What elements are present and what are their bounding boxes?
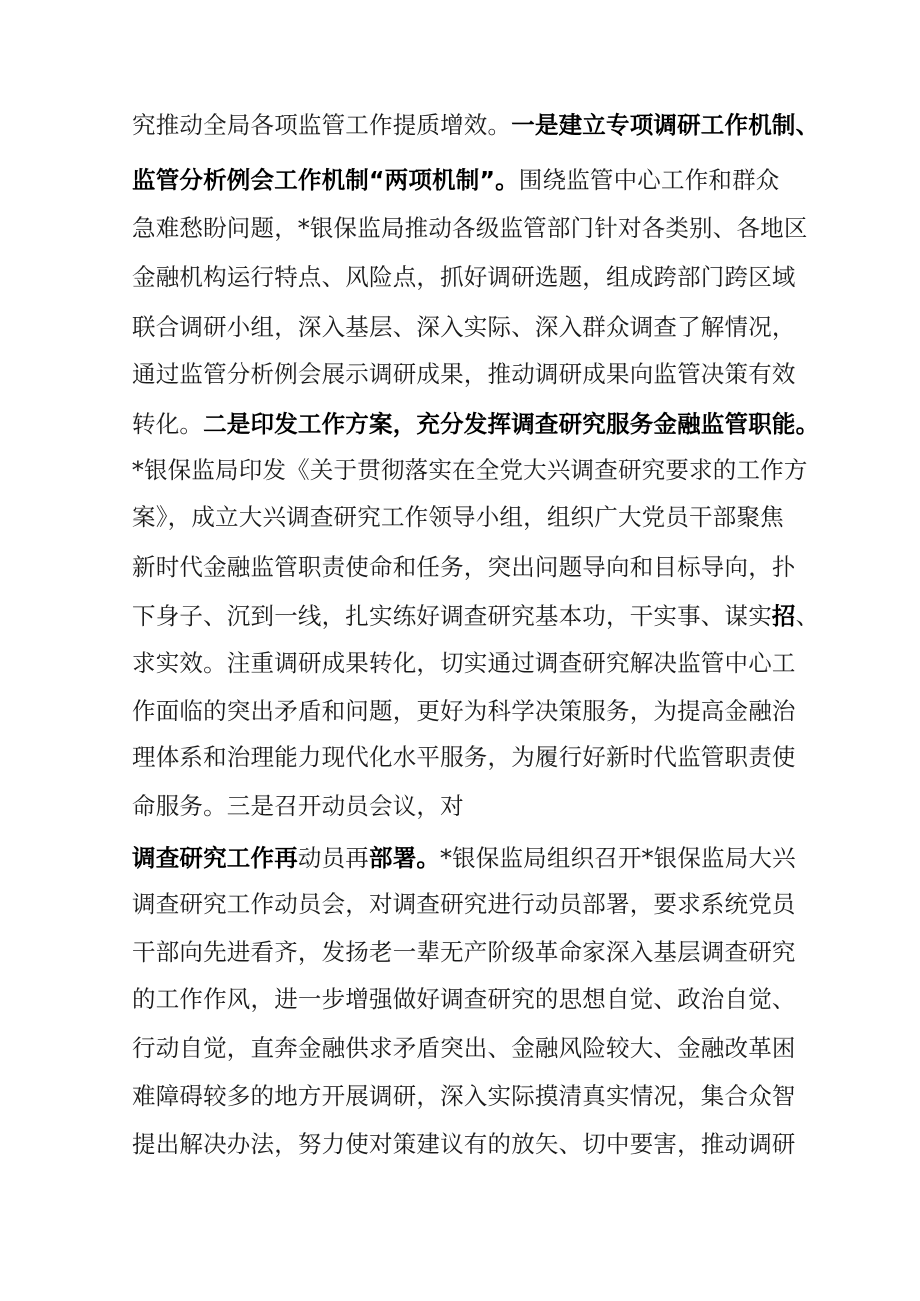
text-line bbox=[132, 884, 796, 924]
text-line bbox=[132, 596, 819, 636]
text-line bbox=[132, 450, 808, 490]
text-run: 联合调研小组，深入基层、深入实际、深入群众调查了解情况， bbox=[132, 313, 796, 341]
text-line bbox=[132, 1124, 796, 1164]
text-run: 作面临的突出矛盾和问题，更好为科学决策服务，为提高金融治 bbox=[132, 697, 796, 725]
text-run: 行动自觉，直奔金融供求矛盾突出、金融风险较大、金融改革困 bbox=[132, 1034, 796, 1062]
text-run: 、 bbox=[795, 602, 820, 630]
text-line bbox=[132, 307, 796, 347]
text-run: 调查研究工作动员会，对调查研究进行动员部署，要求系统党员 bbox=[132, 890, 796, 918]
text-run: 下身子、沉到一线，扎实练好调查研究基本功，干实事、谋实 bbox=[132, 602, 772, 630]
text-line bbox=[132, 354, 796, 394]
text-run-bold: 调查研究工作再 bbox=[132, 844, 298, 872]
text-line bbox=[132, 208, 808, 248]
text-line bbox=[132, 1028, 796, 1068]
text-line bbox=[132, 691, 796, 731]
text-run: 动员再 bbox=[297, 844, 370, 872]
text-run: *银保监局组织召开*银保监局大兴 bbox=[440, 844, 796, 872]
text-line bbox=[132, 979, 796, 1019]
text-line bbox=[132, 838, 796, 878]
text-run: 转化。 bbox=[132, 410, 204, 438]
text-run-bold: 一是建立专项调研工作机制、 bbox=[511, 111, 820, 139]
text-run: 命服务。三是召开动员会议，对 bbox=[132, 792, 464, 820]
text-run-bold: 部署。 bbox=[369, 844, 441, 872]
text-line bbox=[132, 737, 796, 777]
text-run: 究推动全局各项监管工作提质增效。 bbox=[132, 111, 512, 139]
text-run: 金融机构运行特点、风险点，抓好调研选题，组成跨部门跨区域 bbox=[132, 263, 796, 291]
text-run: 的工作作风，进一步增强做好调查研究的思想自觉、政治自觉、 bbox=[132, 985, 796, 1013]
text-line bbox=[132, 160, 780, 200]
text-line bbox=[132, 932, 796, 972]
text-run-bold: 二是印发工作方案，充分发挥调查研究服务金融监管职能。 bbox=[203, 410, 820, 438]
text-run: 新时代金融监管职责使命和任务，突出问题导向和目标导向，扑 bbox=[132, 553, 796, 581]
text-line bbox=[132, 1076, 796, 1116]
text-line bbox=[132, 547, 796, 587]
text-run: 难障碍较多的地方开展调研，深入实际摸清真实情况，集合众智 bbox=[132, 1082, 796, 1110]
text-line bbox=[132, 105, 819, 145]
text-run: 干部向先进看齐，发扬老一辈无产阶级革命家深入基层调查研究 bbox=[132, 938, 796, 966]
text-run: 提出解决办法，努力使对策建议有的放矢、切中要害，推动调研 bbox=[132, 1130, 796, 1158]
text-run: 围绕监管中心工作和群众 bbox=[518, 166, 780, 194]
text-run: 理体系和治理能力现代化水平服务，为履行好新时代监管职责使 bbox=[132, 743, 796, 771]
text-line bbox=[132, 257, 796, 297]
text-line bbox=[132, 404, 819, 444]
text-run-bold: 招 bbox=[771, 602, 796, 630]
text-run: 案》，成立大兴调查研究工作领导小组，组织广大党员干部聚焦 bbox=[132, 503, 784, 531]
text-run: 通过监管分析例会展示调研成果，推动调研成果向监管决策有效 bbox=[132, 360, 796, 388]
text-run: 求实效。注重调研成果转化，切实通过调查研究解决监管中心工 bbox=[132, 649, 796, 677]
text-run: 急难愁盼问题，*银保监局推动各级监管部门针对各类别、各地区 bbox=[132, 214, 808, 242]
text-run-bold: 监管分析例会工作机制“两项机制”。 bbox=[132, 166, 519, 194]
text-run: *银保监局印发《关于贯彻落实在全党大兴调查研究要求的工作方 bbox=[132, 456, 808, 484]
text-line bbox=[132, 643, 796, 683]
text-line bbox=[132, 786, 464, 826]
text-line bbox=[132, 497, 784, 537]
